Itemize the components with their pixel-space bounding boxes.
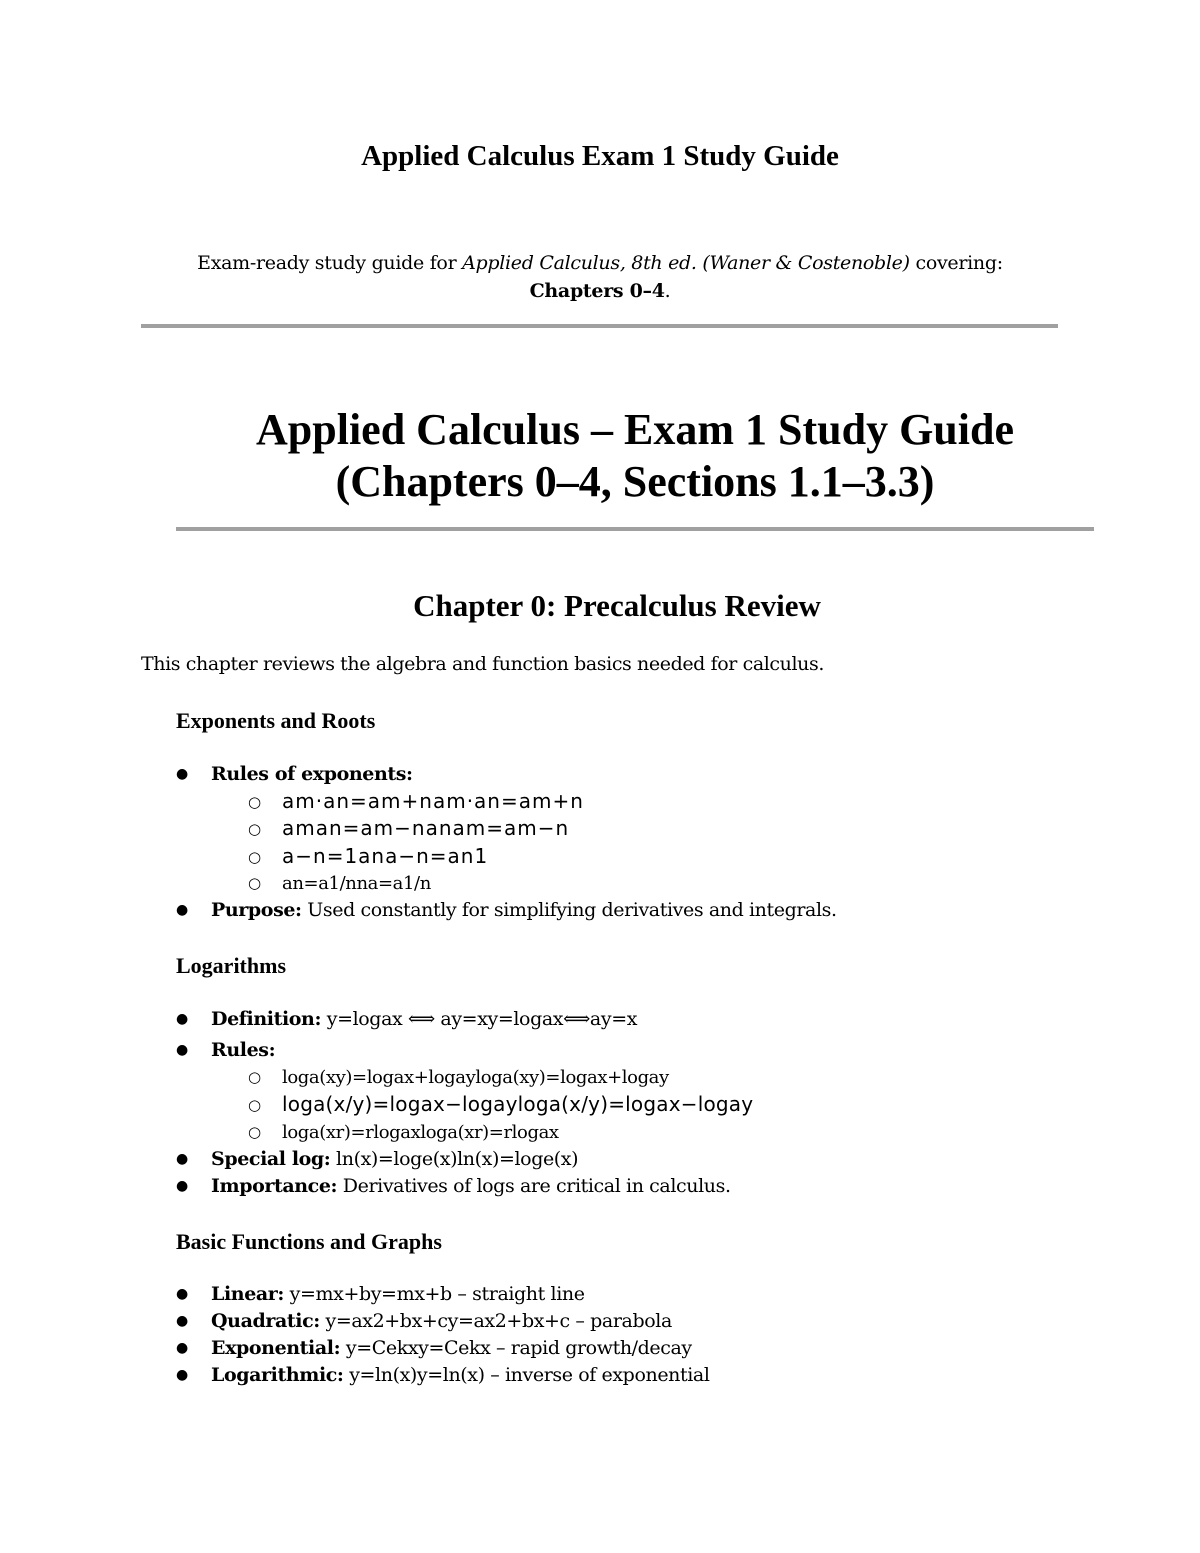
item-text: y=ax2+bx+cy=ax2+bx+c – parabola	[319, 1310, 672, 1332]
list-item	[176, 1363, 710, 1387]
list-item	[176, 898, 837, 922]
section-heading-logarithms: Logarithms	[176, 953, 286, 978]
section-heading-functions: Basic Functions and Graphs	[176, 1229, 442, 1254]
sub-list-item	[248, 1120, 559, 1145]
circle-bullet-icon: ○	[248, 1096, 261, 1114]
item-text: y=ln(x)y=ln(x) – inverse of exponential	[343, 1364, 710, 1386]
bullet-icon: ●	[176, 1367, 188, 1383]
bullet-icon: ●	[176, 902, 188, 918]
item-label: Quadratic:	[211, 1310, 320, 1332]
formula: am·an=am+nam·an=am+n	[282, 789, 584, 813]
sub-list-item	[248, 816, 569, 841]
list-item	[176, 1174, 731, 1198]
bullet-icon: ●	[176, 1042, 188, 1058]
bullet-icon: ●	[176, 766, 188, 782]
formula: aman=am−nanam=am−n	[282, 816, 570, 840]
subtitle-suffix: covering:	[909, 252, 1003, 274]
formula: an=a1/nna=a1/n	[282, 873, 431, 894]
formula: a−n=1ana−n=an1	[282, 844, 489, 868]
item-label: Linear:	[211, 1283, 285, 1305]
circle-bullet-icon: ○	[248, 1068, 261, 1086]
chapter-intro: This chapter reviews the algebra and function basics needed for calculus.	[141, 653, 825, 675]
main-title-line-2: (Chapters 0–4, Sections 1.1–3.3)	[335, 457, 935, 506]
sub-list-item	[248, 871, 431, 896]
subtitle-end: .	[664, 280, 671, 302]
circle-bullet-icon: ○	[248, 1123, 261, 1141]
formula: loga(xr)=rlogaxloga(xr)=rlogax	[282, 1122, 559, 1143]
list-item	[176, 1309, 672, 1333]
item-label: Importance:	[211, 1175, 338, 1197]
document-title: Applied Calculus Exam 1 Study Guide	[361, 140, 839, 172]
list-item	[176, 1038, 275, 1062]
formula: loga(x/y)=logax−logayloga(x/y)=logax−logay	[282, 1092, 754, 1116]
item-label: Definition:	[211, 1008, 322, 1030]
main-title-line-1: Applied Calculus – Exam 1 Study Guide	[256, 405, 1014, 454]
sub-list-item	[248, 1092, 753, 1117]
list-item	[176, 762, 413, 786]
circle-bullet-icon: ○	[248, 848, 261, 866]
document-subtitle	[140, 249, 1060, 305]
bullet-icon: ●	[176, 1011, 188, 1027]
circle-bullet-icon: ○	[248, 820, 261, 838]
sub-list-item	[248, 844, 488, 869]
bullet-icon: ●	[176, 1313, 188, 1329]
horizontal-rule	[176, 527, 1094, 531]
sub-list-item	[248, 789, 584, 814]
section-heading-exponents: Exponents and Roots	[176, 708, 376, 733]
circle-bullet-icon: ○	[248, 793, 261, 811]
sub-list-item	[248, 1065, 669, 1090]
subtitle-chapters: Chapters 0–4	[529, 280, 665, 302]
list-item	[176, 1147, 578, 1171]
horizontal-rule	[141, 324, 1058, 328]
list-item	[176, 1007, 637, 1031]
item-text: Used constantly for simplifying derivatives and integrals.	[301, 899, 837, 921]
item-label: Special log:	[211, 1148, 331, 1170]
item-text: y=Cekxy=Cekx – rapid growth/decay	[340, 1337, 692, 1359]
chapter-heading: Chapter 0: Precalculus Review	[413, 588, 821, 623]
item-label: Exponential:	[211, 1337, 341, 1359]
item-label: Purpose:	[211, 899, 302, 921]
list-item	[176, 1282, 585, 1306]
formula: loga(xy)=logax+logayloga(xy)=logax+logay	[282, 1067, 669, 1088]
bullet-icon: ●	[176, 1151, 188, 1167]
subtitle-book: Applied Calculus, 8th ed. (Waner & Costenoble)	[462, 252, 910, 274]
bullet-icon: ●	[176, 1178, 188, 1194]
item-label: Rules:	[211, 1039, 276, 1061]
list-item	[176, 1336, 692, 1360]
bullet-icon: ●	[176, 1286, 188, 1302]
item-text: y=logax ⟺ ay=xy=logax⟺ay=x	[321, 1008, 638, 1030]
item-text: y=mx+by=mx+b – straight line	[284, 1283, 585, 1305]
subtitle-prefix: Exam-ready study guide for	[197, 252, 463, 274]
item-text: Derivatives of logs are critical in calculus.	[337, 1175, 731, 1197]
circle-bullet-icon: ○	[248, 874, 261, 892]
item-text: ln(x)=loge(x)ln(x)=loge(x)	[330, 1148, 579, 1170]
main-title	[176, 404, 1094, 508]
item-label: Logarithmic:	[211, 1364, 344, 1386]
bullet-icon: ●	[176, 1340, 188, 1356]
item-label: Rules of exponents:	[211, 763, 413, 785]
